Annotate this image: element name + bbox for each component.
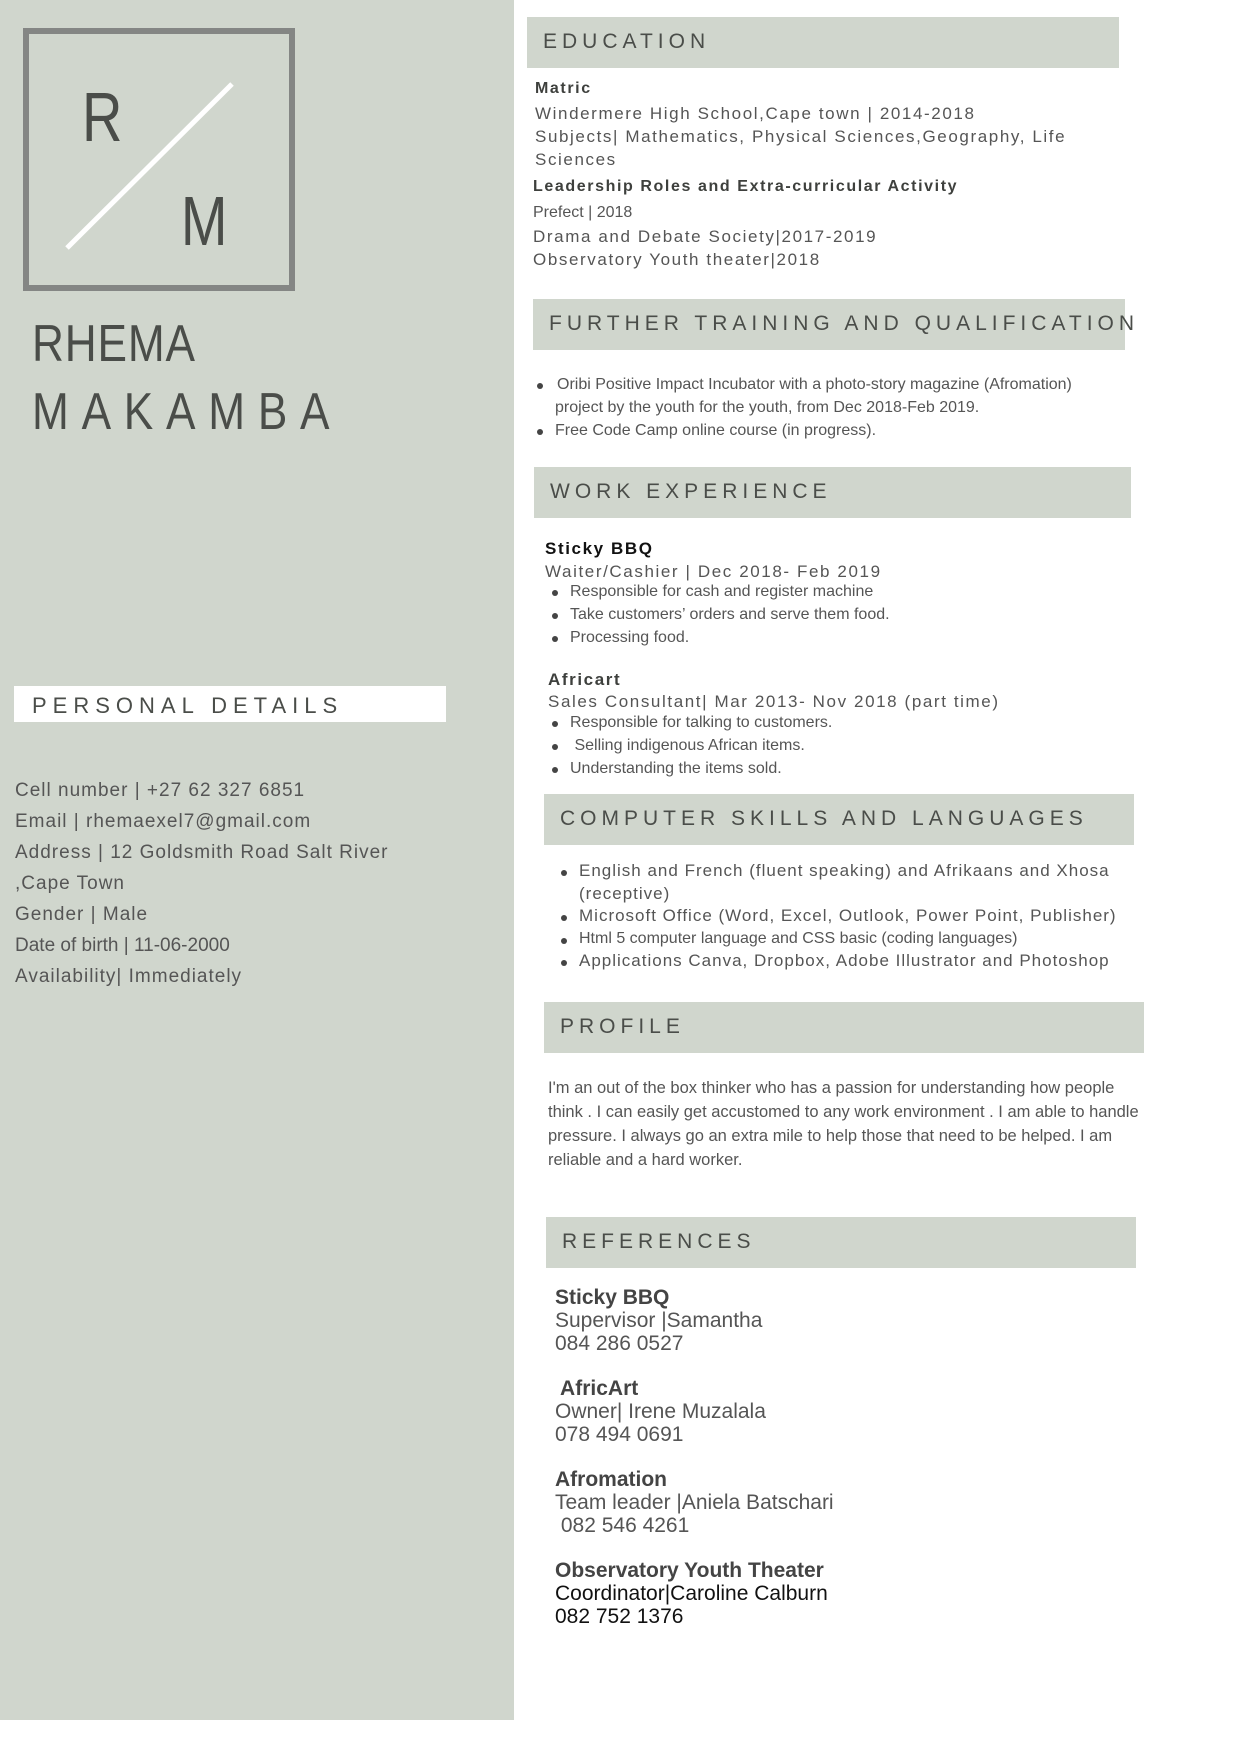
first-name: RHEMA: [32, 315, 196, 373]
skills-list: [557, 860, 1117, 973]
training-heading-bar: [533, 299, 1140, 350]
subjects-line1: Subjects| Mathematics, Physical Sciences,Geography, Life: [535, 127, 1067, 146]
reference-contact: Coordinator|Caroline Calburn: [555, 1582, 828, 1605]
last-name: MAKAMBA: [32, 383, 343, 441]
skill-item: Microsoft Office (Word, Excel, Outlook, Power Point, Publisher): [557, 905, 1117, 928]
education-heading: EDUCATION: [543, 30, 711, 53]
duty-item: Responsible for talking to customers.: [548, 711, 832, 734]
reference-org: Sticky BBQ: [555, 1286, 670, 1309]
job-company: Sticky BBQ: [545, 539, 654, 558]
reference-contact: Team leader |Aniela Batschari: [555, 1491, 834, 1514]
reference-contact: Owner| Irene Muzalala: [555, 1400, 766, 1423]
training-item: Oribi Positive Impact Incubator with a photo-story magazine (Afromation) project by the youth for the youth, from Dec 2018-Feb 2019.: [533, 373, 1072, 419]
duty-item: Understanding the items sold.: [548, 757, 832, 780]
job-duties: [548, 580, 890, 649]
job-role: Sales Consultant| Mar 2013- Nov 2018 (part time): [548, 692, 1000, 711]
role-prefect: Prefect | 2018: [533, 204, 633, 221]
education-heading-bar: [527, 17, 1119, 68]
skills-heading: COMPUTER SKILLS AND LANGUAGES: [560, 807, 1088, 830]
monogram-logo: [23, 28, 295, 291]
work-heading-bar: [534, 467, 1131, 518]
training-heading: FURTHER TRAINING AND QUALIFICATION: [549, 312, 1140, 335]
personal-details-list: [15, 775, 388, 992]
training-list: [533, 373, 1072, 442]
reference-contact: Supervisor |Samantha: [555, 1309, 763, 1332]
skills-heading-bar: [544, 794, 1134, 845]
references-heading: REFERENCES: [562, 1230, 756, 1253]
references-heading-bar: [546, 1217, 1136, 1268]
email: Email | rhemaexel7@gmail.com: [15, 811, 312, 832]
matric-title: Matric: [535, 80, 592, 97]
date-of-birth: Date of birth | 11-06-2000: [15, 935, 230, 956]
reference-org: Afromation: [555, 1468, 667, 1491]
duty-item: Processing food.: [548, 626, 890, 649]
role-theater: Observatory Youth theater|2018: [533, 250, 821, 269]
leadership-title: Leadership Roles and Extra-curricular Activity: [533, 178, 959, 195]
skill-item: Html 5 computer language and CSS basic (coding languages): [557, 928, 1117, 951]
job-role: Waiter/Cashier | Dec 2018- Feb 2019: [545, 562, 882, 581]
profile-text: I'm an out of the box thinker who has a passion for understanding how people think . I can easily get accustomed to any work environment . I am able to handle pressure. I always go an extra mile to help those that need to be helped. I am reliable and a hard worker.: [548, 1079, 1139, 1169]
profile-heading-bar: [544, 1002, 1144, 1053]
reference-phone: 084 286 0527: [555, 1332, 684, 1355]
role-drama: Drama and Debate Society|2017-2019: [533, 227, 878, 246]
school: Windermere High School,Cape town | 2014-2018: [535, 104, 976, 123]
reference-phone: 082 546 4261: [555, 1514, 690, 1537]
personal-details-heading: PERSONAL DETAILS: [32, 693, 344, 718]
job-company: Africart: [548, 670, 622, 689]
address-city: ,Cape Town: [15, 873, 125, 894]
cell-number: Cell number | +27 62 327 6851: [15, 780, 306, 801]
skill-item: English and French (fluent speaking) and Afrikaans and Xhosa (receptive): [557, 860, 1117, 905]
skill-item: Applications Canva, Dropbox, Adobe Illustrator and Photoshop: [557, 950, 1117, 973]
availability: Availability| Immediately: [15, 966, 243, 987]
reference-org: AfricArt: [555, 1377, 639, 1400]
work-heading: WORK EXPERIENCE: [550, 480, 832, 503]
duty-item: Responsible for cash and register machine: [548, 580, 890, 603]
profile-heading: PROFILE: [560, 1015, 685, 1038]
subjects-line2: Sciences: [535, 150, 617, 169]
training-item: Free Code Camp online course (in progress).: [533, 419, 1072, 442]
address: Address | 12 Goldsmith Road Salt River: [15, 842, 389, 863]
monogram-first-letter: R: [82, 78, 123, 156]
personal-details-heading-bar: [14, 686, 446, 722]
duty-item: Take customers’ orders and serve them food.: [548, 603, 890, 626]
reference-org: Observatory Youth Theater: [555, 1559, 824, 1582]
sidebar: [0, 0, 514, 1720]
duty-item: Selling indigenous African items.: [548, 734, 832, 757]
monogram-slash: [29, 34, 289, 285]
reference-phone: 082 752 1376: [555, 1605, 684, 1628]
gender: Gender | Male: [15, 904, 149, 925]
reference-phone: 078 494 0691: [555, 1423, 684, 1446]
monogram-second-letter: M: [180, 182, 228, 260]
job-duties: [548, 711, 832, 780]
